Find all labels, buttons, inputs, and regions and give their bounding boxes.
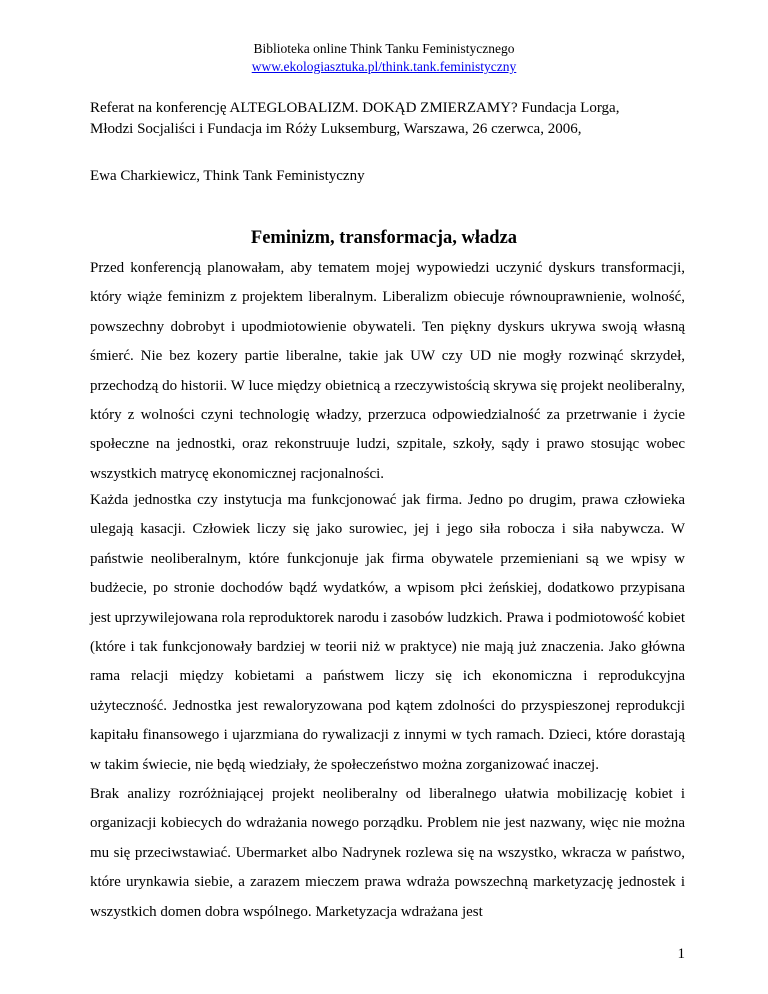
author-line: Ewa Charkiewicz, Think Tank Feministyczny [90,168,365,184]
paragraph-1: Przed konferencją planowałam, aby tematem mojej wypowiedzi uczynić dyskurs transformacji, który wiąże feminizm z projektem liberalnym. Liberalizm obiecuje równouprawnienie, wolność, powszechny dobrobyt i upodmiotowienie obywateli. Ten piękny dyskurs ukrywa swoją własną śmierć. Nie bez kozery partie liberalne, takie jak UW czy UD nie mogły rozwinąć skrzydeł, przechodzą do historii. W luce między obietnicą a rzeczywistością skrywa się projekt neoliberalny, który z wolności czyni technologię władzy, przerzuca odpowiedzialność za przetrwanie i życie społeczne na jednostki, oraz rekonstruuje ludzi, szpitale, szkoły, sądy i prawo stosując wobec wszystkich matrycę ekonomicznej racjonalności. [90,260,685,482]
header-library-title: Biblioteka online Think Tanku Feministycznego [253,41,515,56]
paragraph-3: Brak analizy rozróżniającej projekt neoliberalny od liberalnego ułatwia mobilizację kobiet i organizacji kobiecych do wdrażania nowego porządku. Problem nie jest nazwany, więc nie można mu się przeciwstawiać. Ubermarket albo Nadrynek rozlewa się na wszystko, wkracza w państwo, które urynkawia siebie, a zarazem mieczem prawa wdraża powszechną marketyzację jednostek i wszystkich domen dobra wspólnego. Marketyzacja wdrażana jest [90,786,685,920]
paragraph-2: Każda jednostka czy instytucja ma funkcjonować jak firma. Jedno po drugim, prawa człowieka ulegają kasacji. Człowiek liczy się jako surowiec, jej i jego siła robocza i siła nabywcza. W państwie neoliberalnym, które funkcjonuje jak firma obywatele przemieniani są we wpisy w budżecie, po stronie dochodów bądź wydatków, a wpisom płci żeńskiej, dodatkowo przypisana jest uprzywilejowana rola reproduktorek narodu i zasobów ludzkich. Prawa i podmiotowość kobiet (które i tak funkcjonowały bardziej w teorii niż w praktyce) nie mają już znaczenia. Jako główna rama relacji między kobietami a państwem liczy się ich ekonomiczna i reprodukcyjna użyteczność. Jednostka jest rewaloryzowana pod kątem zdolności do przyspieszonej reprodukcji kapitału finansowego i ujarzmiana do rywalizacji z innymi w tych ramach. Dzieci, które dorastają w takim świecie, nie będą wiedziały, że społeczeństwo można zorganizować inaczej. [90,492,685,773]
header-link[interactable]: www.ekologiasztuka.pl/think.tank.feministyczny [251,59,517,74]
document-title: Feminizm, transformacja, władza [250,228,518,248]
conference-line-2: Młodzi Socjaliści i Fundacja im Róży Luksemburg, Warszawa, 26 czerwca, 2006, [90,121,582,137]
conference-line-1: Referat na konferencję ALTEGLOBALIZM. DOKĄD ZMIERZAMY? Fundacja Lorga, [90,100,620,116]
conference-info [90,98,690,140]
page-number: 1 [677,946,685,962]
page-header [0,40,768,76]
